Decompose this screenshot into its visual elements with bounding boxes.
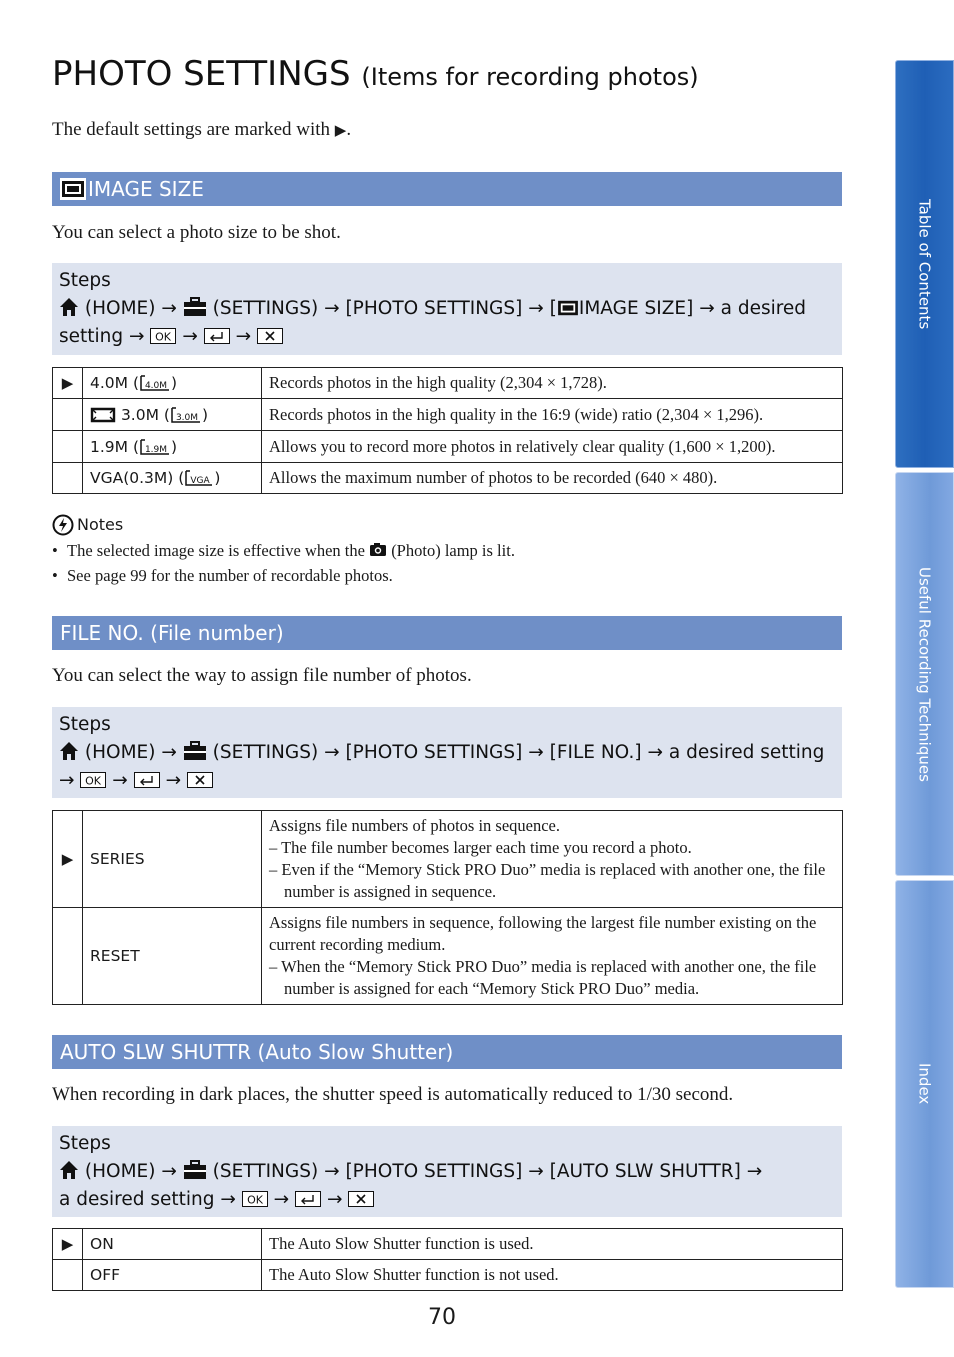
option-name: VGA(0.3M) ( VGA ) bbox=[83, 463, 262, 494]
svg-text:1.9M: 1.9M bbox=[144, 444, 168, 455]
bracket: [ bbox=[549, 298, 557, 319]
option-desc: Allows the maximum number of photos to be recorded (640 × 480). bbox=[262, 463, 843, 494]
notes-icon bbox=[52, 514, 74, 536]
table-row bbox=[53, 908, 843, 1005]
return-icon bbox=[134, 772, 160, 788]
wide-ratio-icon bbox=[90, 406, 116, 424]
option-desc: Records photos in the high quality in the 16:9 (wide) ratio (2,304 × 1,296). bbox=[262, 399, 843, 431]
side-tab-table-of-contents[interactable] bbox=[895, 60, 954, 468]
steps-path bbox=[59, 295, 834, 351]
steps-label: Steps bbox=[59, 1133, 111, 1154]
settings-label: (SETTINGS) bbox=[212, 298, 319, 319]
option-name: 3.0M ( 3.0M ) bbox=[83, 399, 262, 431]
default-marker-icon: ▶ bbox=[53, 368, 83, 399]
auto-slw-lead: When recording in dark places, the shutter speed is automatically reduced to 1/30 second. bbox=[52, 1084, 734, 1105]
close-icon bbox=[348, 1191, 374, 1207]
image-size-header bbox=[52, 172, 842, 206]
return-icon bbox=[204, 328, 230, 344]
arrow: → bbox=[235, 326, 252, 347]
size-4m-icon bbox=[139, 374, 171, 392]
note-item: • The selected image size is effective when the (Photo) lamp is lit. bbox=[52, 541, 515, 560]
home-label: (HOME) bbox=[84, 298, 156, 319]
home-icon bbox=[59, 1160, 79, 1180]
file-no-steps bbox=[52, 707, 842, 798]
arrow: → bbox=[182, 326, 198, 347]
ok-button-icon bbox=[80, 772, 106, 788]
return-icon bbox=[295, 1191, 321, 1207]
image-size-table bbox=[52, 367, 843, 494]
camera-icon bbox=[369, 542, 387, 557]
option-name: 4.0M ( 4.0M ) bbox=[83, 368, 262, 399]
arrow: → bbox=[528, 298, 544, 319]
default-marker-icon: ▶ bbox=[53, 1229, 83, 1260]
svg-text:VGA: VGA bbox=[190, 476, 210, 486]
table-row bbox=[53, 368, 843, 399]
desired-label: a desired bbox=[720, 298, 807, 319]
file-no-header: FILE NO. (File number) bbox=[52, 616, 842, 650]
option-name: ON bbox=[83, 1229, 262, 1260]
close-icon bbox=[187, 772, 213, 788]
image-size-steps bbox=[52, 263, 842, 355]
settings-toolbox-icon bbox=[183, 1160, 207, 1180]
home-icon bbox=[59, 297, 79, 317]
table-row bbox=[53, 811, 843, 908]
close-icon bbox=[257, 328, 283, 344]
arrow: → bbox=[324, 298, 340, 319]
file-no-lead: You can select the way to assign file number of photos. bbox=[52, 665, 472, 686]
option-name: 1.9M ( 1.9M ) bbox=[83, 431, 262, 463]
table-row bbox=[53, 399, 843, 431]
option-desc: The Auto Slow Shutter function is not used. bbox=[262, 1260, 843, 1291]
option-name: SERIES bbox=[83, 811, 262, 908]
svg-text:4.0M: 4.0M bbox=[144, 381, 168, 391]
option-desc: The Auto Slow Shutter function is used. bbox=[262, 1229, 843, 1260]
side-tab-index[interactable] bbox=[895, 880, 954, 1288]
auto-slw-table bbox=[52, 1228, 843, 1291]
side-tab-label: Index bbox=[915, 1063, 934, 1105]
file-no-table bbox=[52, 810, 843, 1005]
default-marker-icon: ▶ bbox=[334, 123, 347, 139]
page-title-main: PHOTO SETTINGS bbox=[52, 54, 351, 94]
page-title bbox=[52, 54, 872, 94]
settings-toolbox-icon bbox=[183, 741, 207, 761]
size-1-9m-icon bbox=[139, 438, 171, 456]
page-number: 70 bbox=[428, 1305, 456, 1330]
intro-end: . bbox=[346, 119, 352, 140]
ok-button-icon bbox=[242, 1191, 268, 1207]
option-name: OFF bbox=[83, 1260, 262, 1291]
image-size-label: IMAGE SIZE] bbox=[578, 298, 694, 319]
option-desc: Records photos in the high quality (2,304 × 1,728). bbox=[262, 368, 843, 399]
page-title-sub: (Items for recording photos) bbox=[361, 63, 699, 91]
arrow: → bbox=[129, 326, 145, 347]
home-icon bbox=[59, 741, 79, 761]
table-row bbox=[53, 1229, 843, 1260]
option-name: RESET bbox=[83, 908, 262, 1005]
side-tab-label: Useful Recording Techniques bbox=[915, 566, 934, 782]
notes-header: Notes bbox=[52, 514, 123, 536]
default-marker-icon: ▶ bbox=[53, 811, 83, 908]
photo-settings-label: [PHOTO SETTINGS] bbox=[345, 298, 523, 319]
steps-label: Steps bbox=[59, 714, 111, 735]
size-3m-icon bbox=[170, 406, 202, 424]
option-desc: Allows you to record more photos in relatively clear quality (1,600 × 1,200). bbox=[262, 431, 843, 463]
settings-toolbox-icon bbox=[183, 297, 207, 317]
image-size-header-label: IMAGE SIZE bbox=[88, 177, 204, 201]
side-tab-useful-recording-techniques[interactable] bbox=[895, 472, 954, 876]
table-row bbox=[53, 463, 843, 494]
intro-text: The default settings are marked with bbox=[52, 119, 331, 140]
size-vga-icon bbox=[184, 469, 214, 487]
auto-slw-header: AUTO SLW SHUTTR (Auto Slow Shutter) bbox=[52, 1035, 842, 1069]
note-item: • See page 99 for the number of recordable photos. bbox=[52, 566, 393, 585]
intro-line bbox=[52, 119, 351, 141]
steps-path: (HOME) → (SETTINGS) → [PHOTO SETTINGS] → [FILE NO.] → a desired setting → → → bbox=[59, 742, 825, 791]
arrow: → bbox=[161, 298, 177, 319]
image-size-icon bbox=[60, 178, 86, 200]
image-size-icon bbox=[557, 299, 579, 317]
side-tab-label: Table of Contents bbox=[915, 198, 934, 330]
setting-label: setting bbox=[59, 326, 124, 347]
table-row bbox=[53, 431, 843, 463]
option-desc: Assigns file numbers in sequence, following the largest file number existing on the current recording medium. – When the “Memory Stick PRO Duo” media is replaced with another one, the file number is assigned for each “Memory Stick PRO Duo” media. bbox=[262, 908, 843, 1005]
table-row bbox=[53, 1260, 843, 1291]
option-desc: Assigns file numbers of photos in sequence. – The file number becomes larger each time you record a photo. – Even if the “Memory Stick PRO Duo” media is replaced with another one, the file number is assigned in sequence. bbox=[262, 811, 843, 908]
ok-button-icon bbox=[150, 328, 176, 344]
arrow: → bbox=[699, 298, 715, 319]
steps-label: Steps bbox=[59, 270, 111, 291]
image-size-lead: You can select a photo size to be shot. bbox=[52, 222, 341, 243]
svg-text:3.0M: 3.0M bbox=[175, 412, 198, 423]
steps-path: (HOME) → (SETTINGS) → [PHOTO SETTINGS] → [AUTO SLW SHUTTR] → a desired setting → → → bbox=[59, 1161, 763, 1210]
auto-slw-steps bbox=[52, 1126, 842, 1217]
